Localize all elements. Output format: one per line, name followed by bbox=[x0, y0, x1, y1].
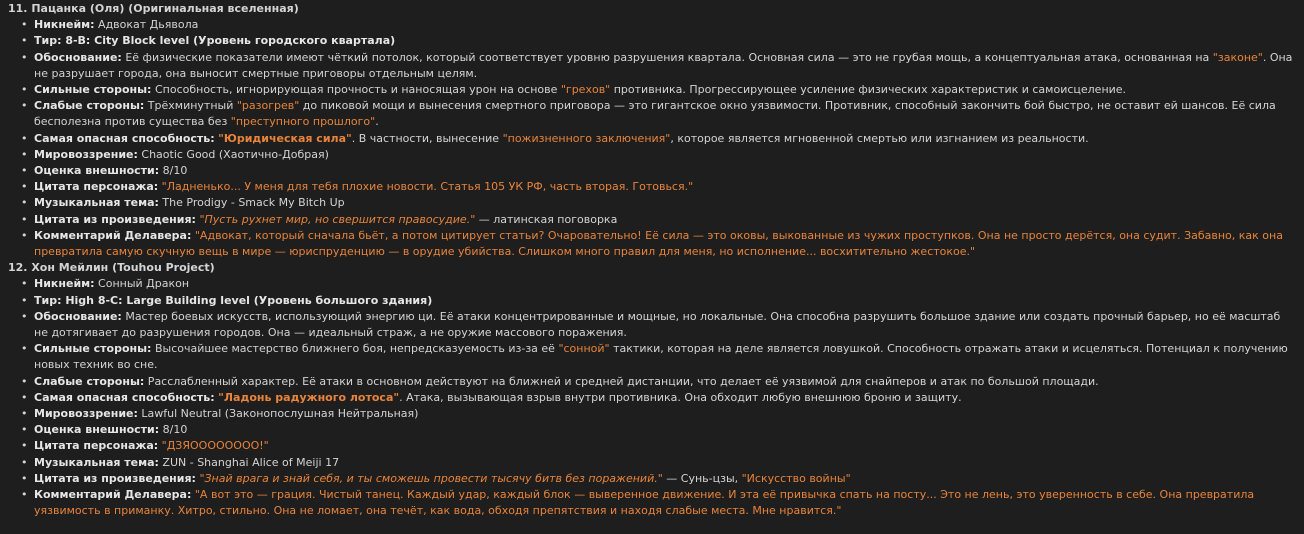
list-item-strengths: • Сильные стороны: Высочайшее мастерство ближнего боя, непредсказуемость из-за её "сонной" тактики, которая на деле является ловушкой. Способность отражать атаки и исцеляться. Потенциал к получению новых техник во сне. bbox=[34, 341, 1296, 373]
list-item-tier: • Тир: 8-B: City Block level (Уровень городского квартала) bbox=[34, 33, 1296, 49]
list-item-weaknesses: • Слабые стороны: Трёхминутный "разогрев" до пиковой мощи и вынесения смертного приговора — это гигантское окно уязвимости. Противник, способный закончить бой быстро, не оставит ей шансов. Её сила бесполезна против существа без "преступного прошлого". bbox=[34, 98, 1296, 130]
list-item-looks: • Оценка внешности: 8/10 bbox=[34, 422, 1296, 438]
list-item-quote: • Цитата персонажа: "ДЗЯОООООООО!" bbox=[34, 438, 1296, 454]
section-title-12: 12. Хон Мейлин (Touhou Project) bbox=[8, 261, 215, 275]
char-list-11 bbox=[8, 17, 1296, 260]
list-item-tier: • Тир: High 8-C: Large Building level (Уровень большого здания) bbox=[34, 293, 1296, 309]
list-item-justification: • Обоснование: Мастер боевых искусств, использующий энергию ци. Её атаки концентрированные и мощные, но локальные. Она способна разрушить большое здание или создать прочный барьер, но её масштаб не дотягивает до разрушения городов. Она — идеальный страж, а не оружие массового поражения. bbox=[34, 309, 1296, 341]
list-item-nickname: • Никнейм: Адвокат Дьявола bbox=[34, 17, 1296, 33]
list-item-justification: • Обоснование: Её физические показатели имеют чёткий потолок, который соответствует уровню разрушения квартала. Основная сила — это не грубая мощь, а концептуальная атака, основанная на "законе". Она не разрушает города, она выносит смертные приговоры отдельным целям. bbox=[34, 50, 1296, 82]
list-item-nickname: • Никнейм: Сонный Дракон bbox=[34, 276, 1296, 292]
list-item-looks: • Оценка внешности: 8/10 bbox=[34, 163, 1296, 179]
list-item-alignment: • Мировоззрение: Chaotic Good (Хаотично-Добрая) bbox=[34, 147, 1296, 163]
list-item-music: • Музыкальная тема: The Prodigy - Smack My Bitch Up bbox=[34, 195, 1296, 211]
list-item-work-quote: • Цитата из произведения: "Знай врага и знай себя, и ты сможешь провести тысячу битв без поражений." — Сунь-цзы, "Искусство войны" bbox=[34, 471, 1296, 487]
list-item-work-quote: • Цитата из произведения: "Пусть рухнет мир, но свершится правосудие." — латинская поговорка bbox=[34, 212, 1296, 228]
char-list-12 bbox=[8, 276, 1296, 519]
list-item-alignment: • Мировоззрение: Lawful Neutral (Законопослушная Нейтральная) bbox=[34, 406, 1296, 422]
list-item-ability: • Самая опасная способность: "Юридическая сила". В частности, вынесение "пожизненного заключения", которое является мгновенной смертью или изгнанием из реальности. bbox=[34, 131, 1296, 147]
list-item-comment: • Комментарий Делавера: "Адвокат, который сначала бьёт, а потом цитирует статьи? Очаровательно! Её сила — это оковы, выкованные из чужих проступков. Она не просто дерётся, она судит. Забавно, как она превратила самую скучную вещь в мире — юриспруденцию — в орудие убийства. Слишком много правил для меня, но исполнение... восхитительно жестокое." bbox=[34, 228, 1296, 260]
section-title-11: 11. Пацанка (Оля) (Оригинальная вселенная) bbox=[8, 2, 299, 15]
list-item-comment: • Комментарий Делавера: "А вот это — грация. Чистый танец. Каждый удар, каждый блок — выверенное движение. И эта её привычка спать на посту... Это не лень, это уверенность в себе. Она превратила уязвимость в приманку. Хитро, стильно. Она не ломает, она течёт, как вода, обходя препятствия и находя слабые места. Мне нравится." bbox=[34, 487, 1296, 519]
list-item-weaknesses: • Слабые стороны: Расслабленный характер. Её атаки в основном действуют на ближней и средней дистанции, что делает её уязвимой для снайперов и атак по большой площади. bbox=[34, 374, 1296, 390]
list-item-strengths: • Сильные стороны: Способность, игнорирующая прочность и наносящая урон на основе "грехов" противника. Прогрессирующее усиление физических характеристик и самоисцеление. bbox=[34, 82, 1296, 98]
list-item-quote: • Цитата персонажа: "Ладненько... У меня для тебя плохие новости. Статья 105 УК РФ, часть вторая. Готовься." bbox=[34, 179, 1296, 195]
list-item-ability: • Самая опасная способность: "Ладонь радужного лотоса". Атака, вызывающая взрыв внутри противника. Она обходит любую внешнюю броню и защиту. bbox=[34, 390, 1296, 406]
list-item-music: • Музыкальная тема: ZUN - Shanghai Alice of Meiji 17 bbox=[34, 455, 1296, 471]
